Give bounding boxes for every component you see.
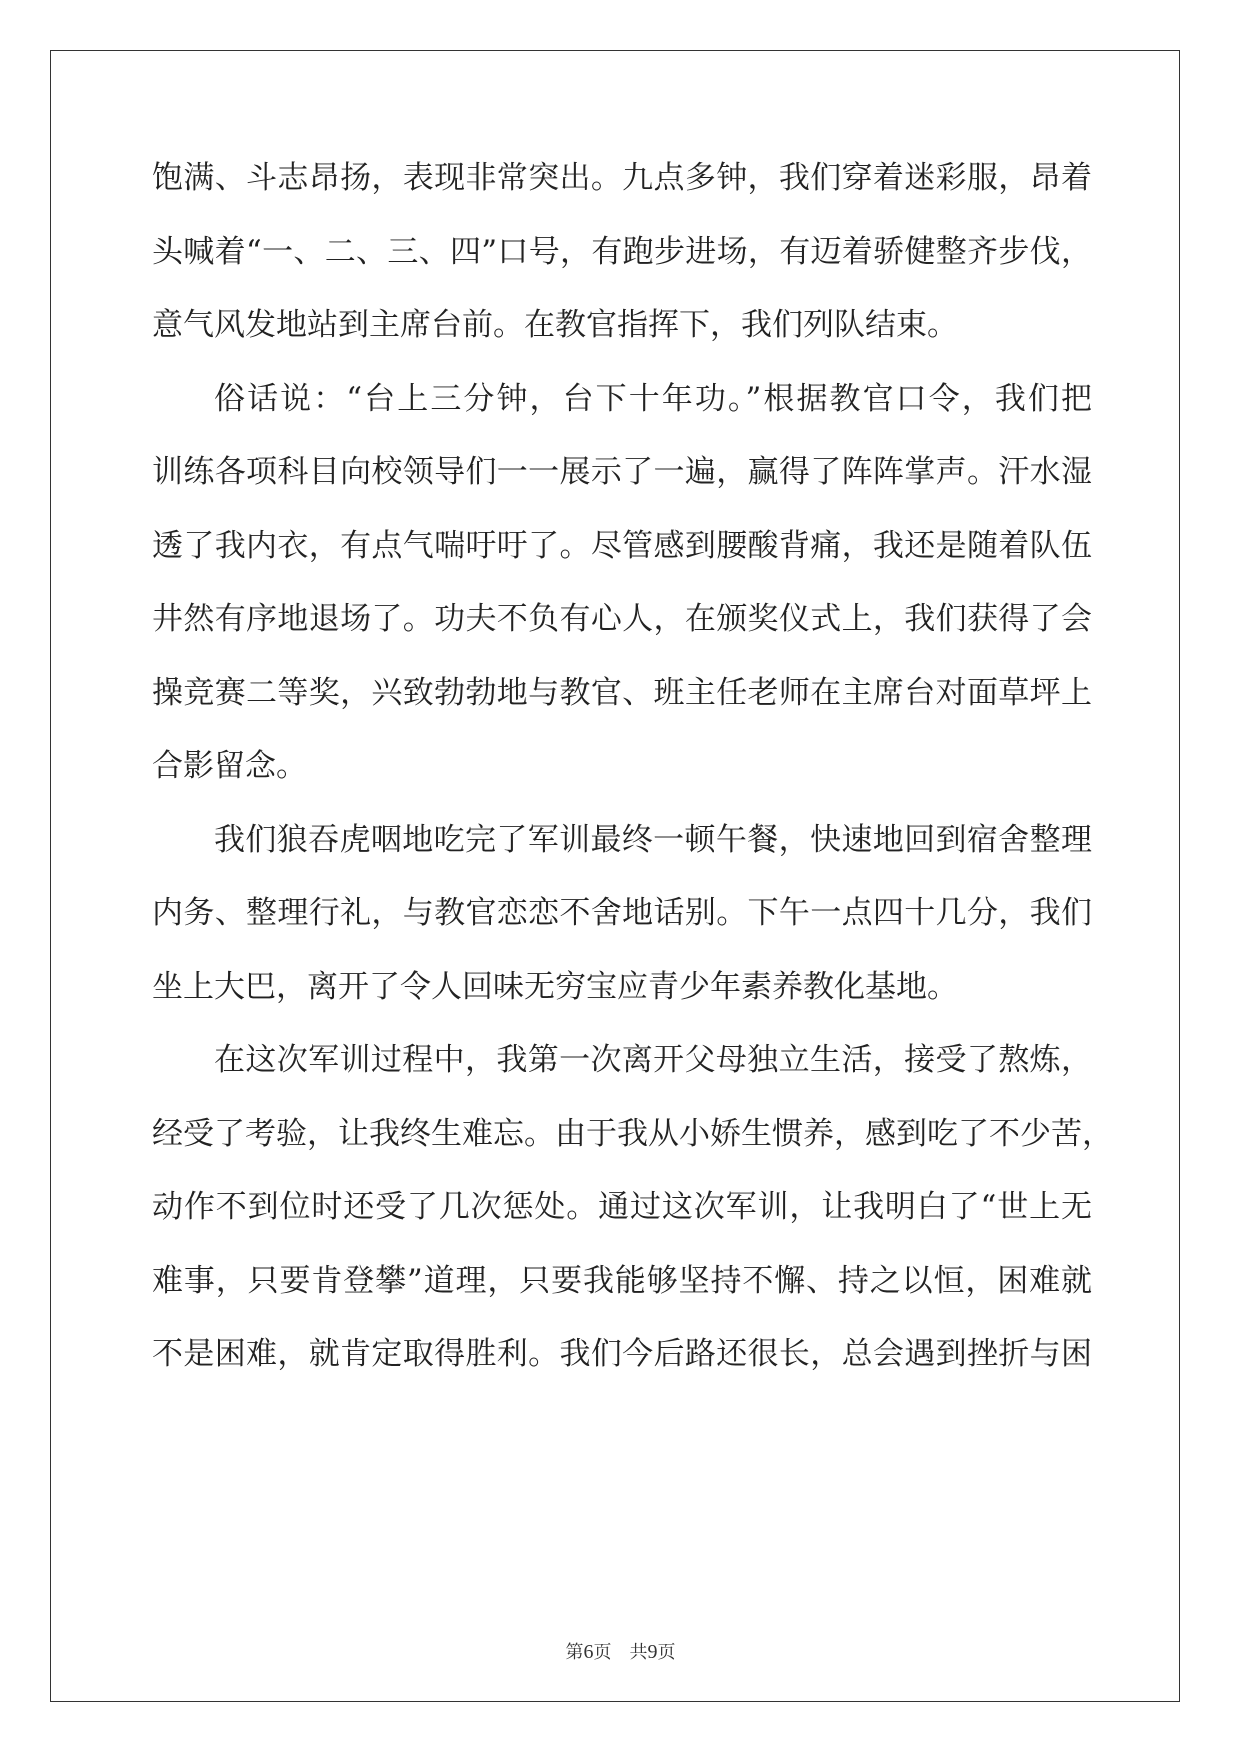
- text-line: 难事，只要肯登攀”道理，只要我能够坚持不懈、持之以恒，困难就: [152, 1262, 1092, 1299]
- text-line: 饱满、斗志昂扬，表现非常突出。九点多钟，我们穿着迷彩服，昂着: [152, 160, 1092, 196]
- footer-page-suffix: 页: [593, 1642, 612, 1663]
- text-line: 我们狼吞虎咽地吃完了军训最终一顿午餐，快速地回到宿舍整理: [214, 821, 1092, 858]
- footer-page-total: 9: [647, 1641, 658, 1663]
- text-line: 透了我内衣，有点气喘吁吁了。尽管感到腰酸背痛，我还是随着队伍: [152, 527, 1092, 564]
- text-line: 内务、整理行礼，与教官恋恋不舍地话别。下午一点四十几分，我们: [152, 895, 1092, 931]
- text-line: 操竞赛二等奖，兴致勃勃地与教官、班主任老师在主席台对面草坪上: [152, 674, 1092, 711]
- text-line: 在这次军训过程中，我第一次离开父母独立生活，接受了熬炼，: [214, 1042, 1092, 1078]
- text-line: 动作不到位时还受了几次惩处。通过这次军训，让我明白了“世上无: [152, 1189, 1092, 1225]
- footer-total-suffix: 页: [657, 1642, 676, 1663]
- footer-page-current: 6: [583, 1641, 594, 1663]
- text-line: 井然有序地退场了。功夫不负有心人，在颁奖仪式上，我们获得了会: [152, 601, 1092, 637]
- footer-page-prefix: 第: [565, 1642, 584, 1663]
- page-border: [50, 50, 1180, 1702]
- text-line: 合影留念。: [152, 748, 307, 784]
- page-footer: [0, 1640, 1241, 1665]
- text-line: 不是困难，就肯定取得胜利。我们今后路还很长，总会遇到挫折与困: [152, 1336, 1092, 1372]
- text-line: 经受了考验，让我终生难忘。由于我从小娇生惯养，感到吃了不少苦，: [152, 1115, 1113, 1152]
- text-line: 意气风发地站到主席台前。在教官指挥下，我们列队结束。: [152, 307, 958, 343]
- text-line: 头喊着“一、二、三、四”口号，有跑步进场，有迈着骄健整齐步伐，: [152, 233, 1092, 270]
- text-line: 坐上大巴，离开了令人回味无穷宝应青少年素养教化基地。: [152, 968, 958, 1005]
- text-line: 俗话说：“台上三分钟，台下十年功。”根据教官口令，我们把: [214, 380, 1092, 417]
- text-line: 训练各项科目向校领导们一一展示了一遍，赢得了阵阵掌声。汗水湿: [152, 454, 1092, 490]
- footer-total-prefix: 共: [629, 1642, 648, 1663]
